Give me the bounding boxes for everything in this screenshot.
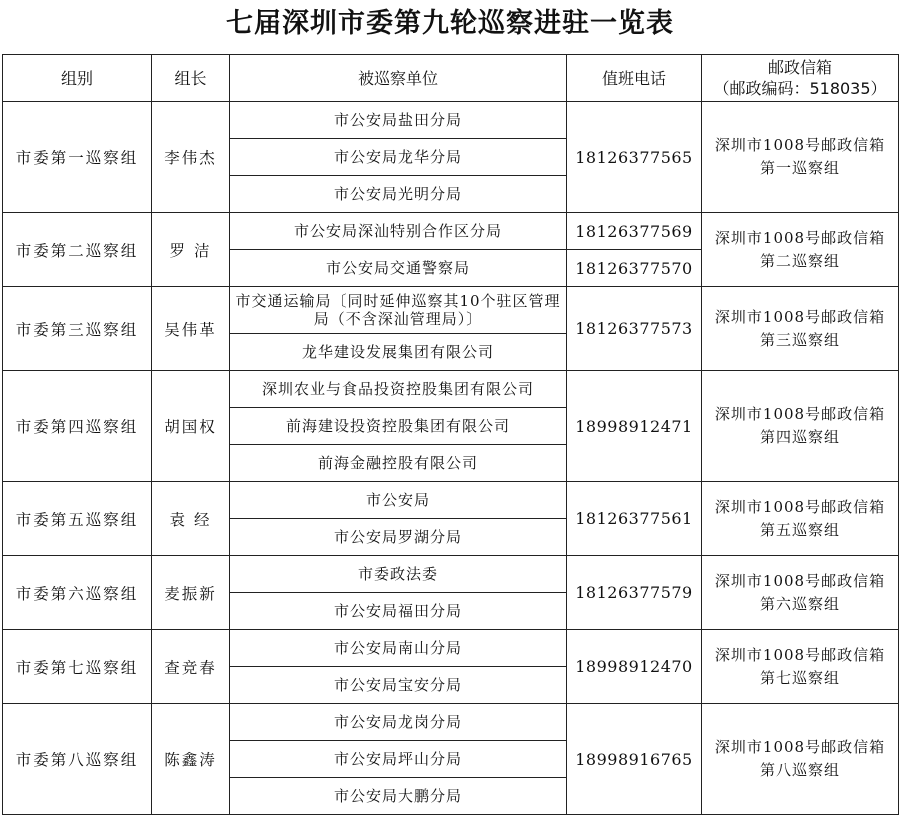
postal-mailbox xyxy=(702,556,899,630)
inspected-unit: 龙华建设发展集团有限公司 xyxy=(230,334,567,371)
inspected-unit: 市公安局光明分局 xyxy=(230,176,567,213)
inspected-unit: 前海建设投资控股集团有限公司 xyxy=(230,408,567,445)
group-name: 市委第八巡察组 xyxy=(3,704,152,815)
header-unit: 被巡察单位 xyxy=(230,55,567,102)
header-mailbox xyxy=(702,55,899,102)
group-name: 市委第一巡察组 xyxy=(3,102,152,213)
table-row xyxy=(3,213,899,250)
inspected-unit: 市公安局龙华分局 xyxy=(230,139,567,176)
mailbox-address: 深圳市1008号邮政信箱 xyxy=(714,228,886,247)
mailbox-group: 第六巡察组 xyxy=(759,594,840,613)
inspected-unit: 市公安局宝安分局 xyxy=(230,667,567,704)
group-leader: 陈鑫涛 xyxy=(152,704,230,815)
mailbox-address: 深圳市1008号邮政信箱 xyxy=(714,645,886,664)
table-row xyxy=(3,102,899,139)
duty-phone: 18998912470 xyxy=(567,630,702,704)
group-name: 市委第四巡察组 xyxy=(3,371,152,482)
inspected-unit: 市公安局坪山分局 xyxy=(230,741,567,778)
inspected-unit: 市公安局深汕特别合作区分局 xyxy=(230,213,567,250)
mailbox-address: 深圳市1008号邮政信箱 xyxy=(714,405,886,423)
mailbox-address: 深圳市1008号邮政信箱 xyxy=(714,571,886,590)
group-name: 市委第七巡察组 xyxy=(3,630,152,704)
inspected-unit: 市公安局龙岗分局 xyxy=(230,704,567,741)
mailbox-address: 深圳市1008号邮政信箱 xyxy=(714,136,886,154)
header-phone: 值班电话 xyxy=(567,55,702,102)
duty-phone: 18126377573 xyxy=(567,287,702,371)
mailbox-address: 深圳市1008号邮政信箱 xyxy=(714,738,886,756)
group-leader: 李伟杰 xyxy=(152,102,230,213)
postal-mailbox xyxy=(702,482,899,556)
group-name: 市委第六巡察组 xyxy=(3,556,152,630)
page-title: 七届深圳市委第九轮巡察进驻一览表 xyxy=(226,8,674,39)
table-row xyxy=(3,630,899,667)
header-postcode: （邮政编码：518035） xyxy=(713,79,887,98)
table-row xyxy=(3,704,899,741)
duty-phone: 18126377565 xyxy=(567,102,702,213)
mailbox-group: 第五巡察组 xyxy=(759,520,840,539)
inspected-unit: 市公安局 xyxy=(230,482,567,519)
inspected-unit: 市公安局交通警察局 xyxy=(230,250,567,287)
mailbox-group: 第二巡察组 xyxy=(759,251,840,270)
group-name: 市委第二巡察组 xyxy=(3,213,152,287)
header-mailbox-title: 邮政信箱 xyxy=(767,58,832,77)
group-leader: 吴伟革 xyxy=(152,287,230,371)
mailbox-group: 第七巡察组 xyxy=(759,668,840,687)
inspected-unit: 市公安局罗湖分局 xyxy=(230,519,567,556)
postal-mailbox xyxy=(702,371,899,482)
group-name: 市委第五巡察组 xyxy=(3,482,152,556)
header-row xyxy=(3,55,899,102)
mailbox-group: 第八巡察组 xyxy=(759,761,840,779)
postal-mailbox xyxy=(702,102,899,213)
group-leader: 胡国权 xyxy=(152,371,230,482)
duty-phone: 18126377579 xyxy=(567,556,702,630)
table-row xyxy=(3,556,899,593)
duty-phone: 18126377561 xyxy=(567,482,702,556)
group-leader: 查竞春 xyxy=(152,630,230,704)
duty-phone: 18126377569 xyxy=(567,213,702,250)
postal-mailbox xyxy=(702,630,899,704)
mailbox-address: 深圳市1008号邮政信箱 xyxy=(714,497,886,516)
duty-phone: 18126377570 xyxy=(567,250,702,287)
inspected-unit: 市公安局福田分局 xyxy=(230,593,567,630)
postal-mailbox xyxy=(702,704,899,815)
mailbox-group: 第三巡察组 xyxy=(759,330,840,349)
group-name: 市委第三巡察组 xyxy=(3,287,152,371)
table-row xyxy=(3,287,899,334)
group-leader: 袁 经 xyxy=(152,482,230,556)
duty-phone: 18998912471 xyxy=(567,371,702,482)
header-group: 组别 xyxy=(3,55,152,102)
group-leader: 罗 洁 xyxy=(152,213,230,287)
inspection-table xyxy=(2,54,899,815)
mailbox-group: 第四巡察组 xyxy=(759,428,840,446)
table-row xyxy=(3,482,899,519)
mailbox-address: 深圳市1008号邮政信箱 xyxy=(714,307,886,326)
table-row xyxy=(3,371,899,408)
inspected-unit: 深圳农业与食品投资控股集团有限公司 xyxy=(230,371,567,408)
inspected-unit: 市公安局大鹏分局 xyxy=(230,778,567,815)
inspected-unit: 市公安局盐田分局 xyxy=(230,102,567,139)
postal-mailbox xyxy=(702,213,899,287)
group-leader: 麦振新 xyxy=(152,556,230,630)
postal-mailbox xyxy=(702,287,899,371)
header-leader: 组长 xyxy=(152,55,230,102)
mailbox-group: 第一巡察组 xyxy=(759,159,840,177)
duty-phone: 18998916765 xyxy=(567,704,702,815)
inspected-unit: 前海金融控股有限公司 xyxy=(230,445,567,482)
inspected-unit: 市公安局南山分局 xyxy=(230,630,567,667)
inspected-unit: 市交通运输局〔同时延伸巡察其10个驻区管理局（不含深汕管理局）〕 xyxy=(230,287,567,334)
inspected-unit: 市委政法委 xyxy=(230,556,567,593)
